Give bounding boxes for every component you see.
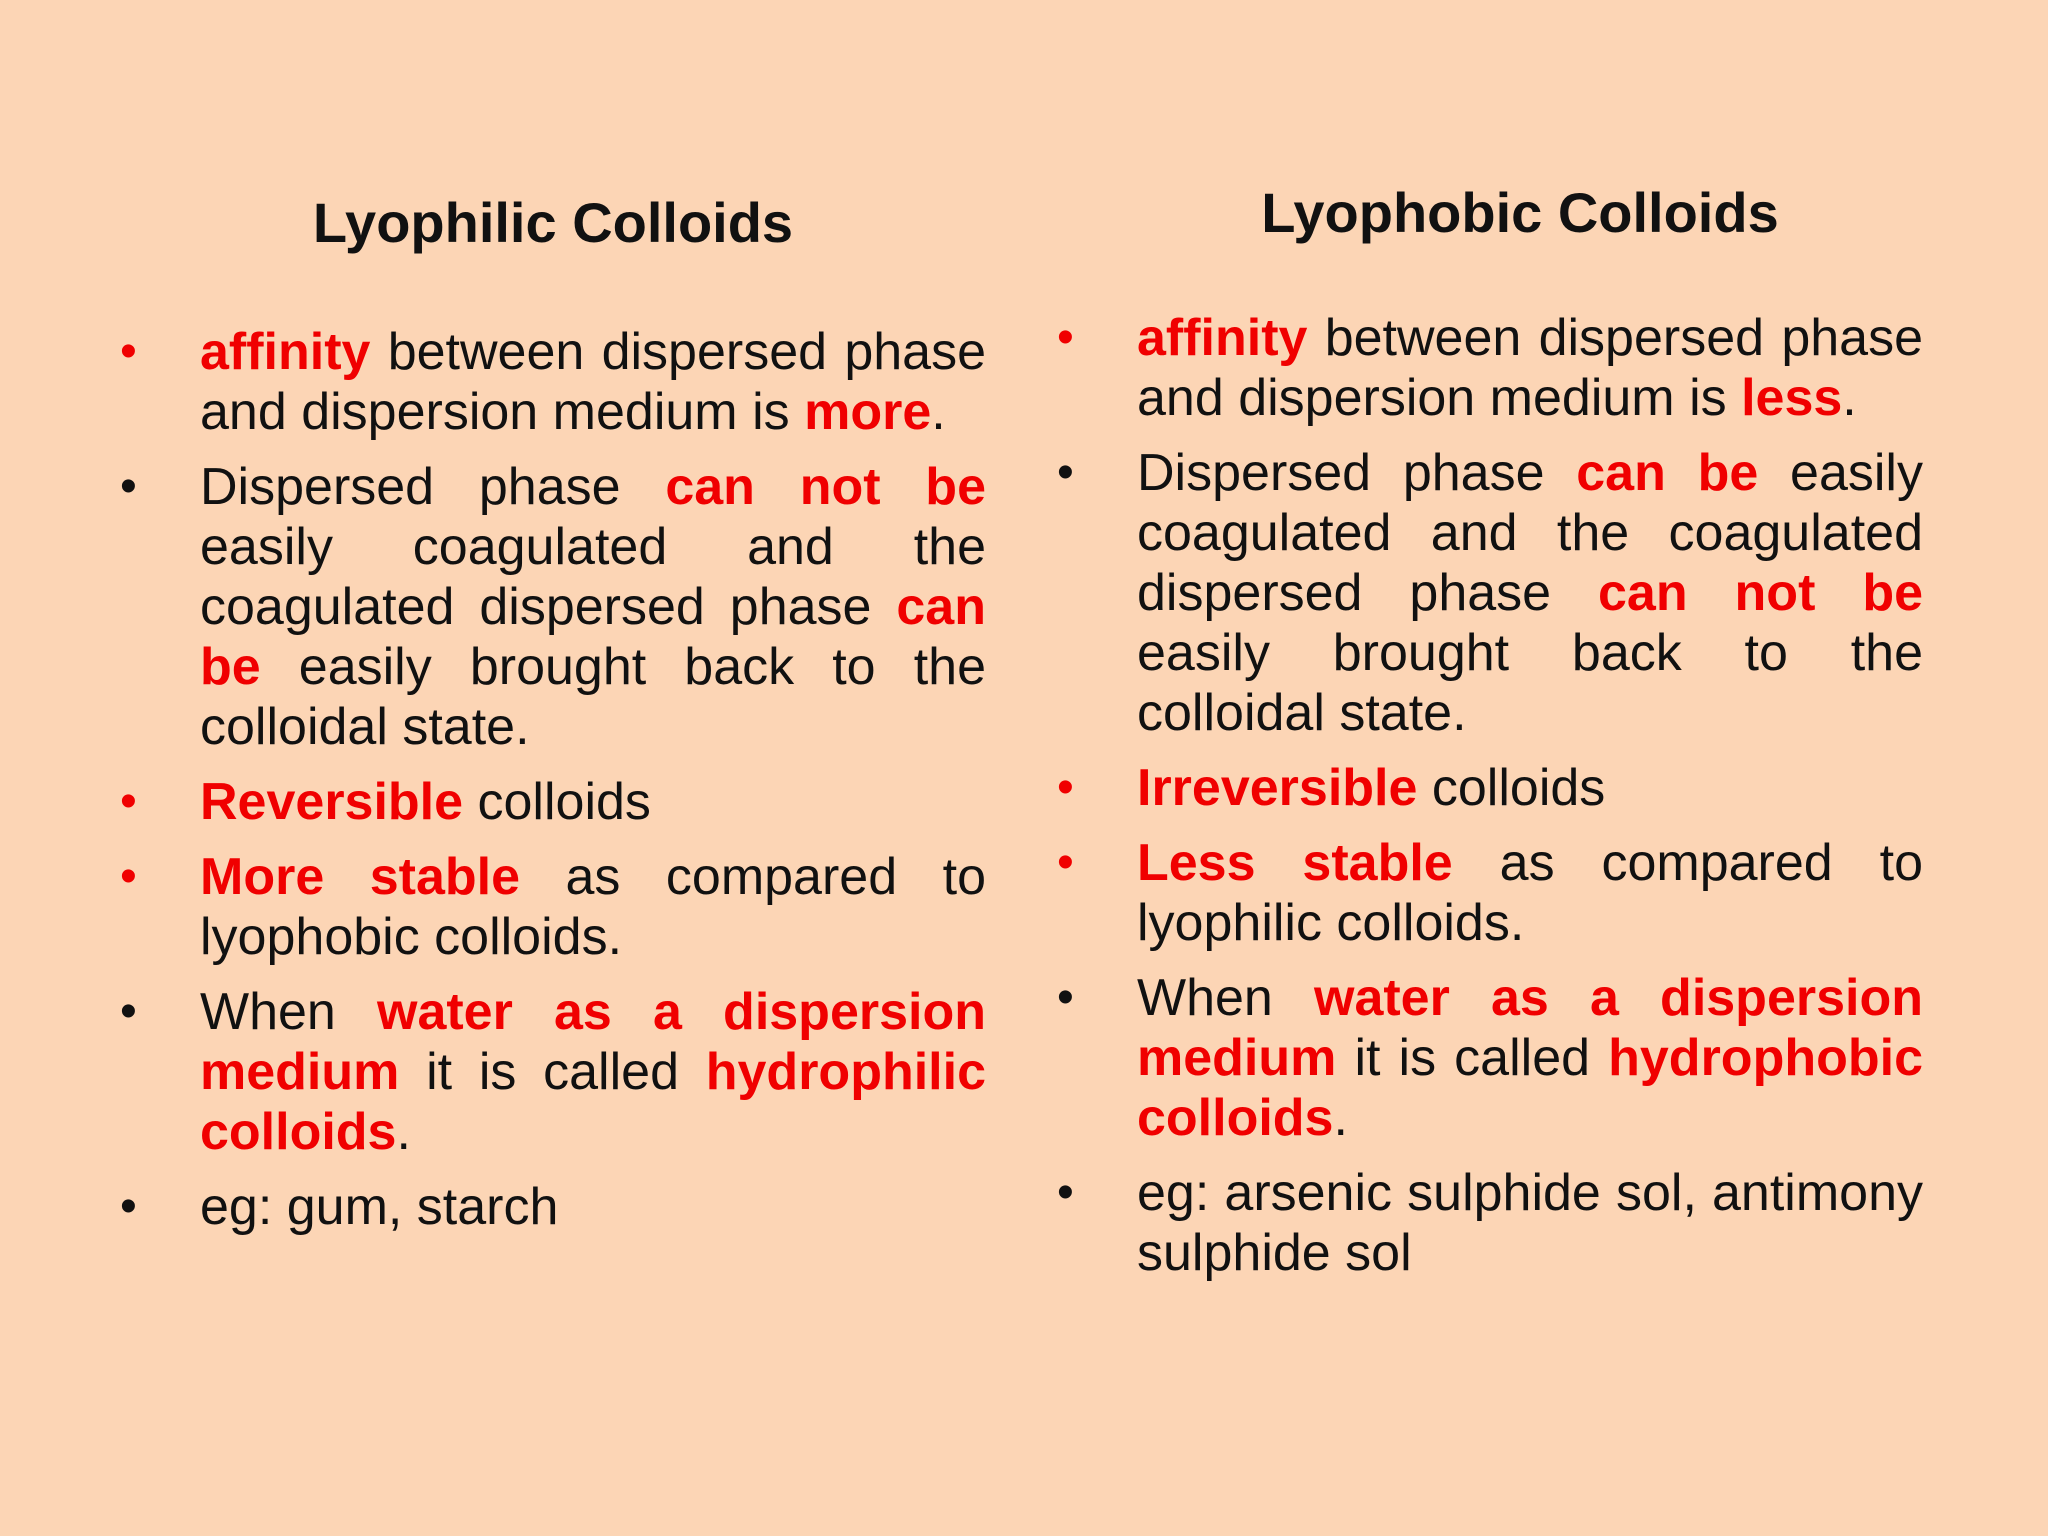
bullet-text xyxy=(1137,969,1923,1147)
highlighted-text: can be xyxy=(200,578,986,696)
highlighted-text: water as a dispersion medium xyxy=(1137,969,1923,1087)
bullet-item xyxy=(1057,308,1923,428)
body-text: When xyxy=(1137,969,1314,1027)
highlighted-text: can not be xyxy=(665,458,986,516)
highlighted-text: less xyxy=(1741,369,1843,427)
bullet-item xyxy=(1057,1163,1923,1283)
bullet-dot-icon: • xyxy=(120,985,137,1038)
highlighted-text: can be xyxy=(1576,444,1759,502)
body-text: colloids xyxy=(1417,759,1606,817)
highlighted-text: affinity xyxy=(200,323,371,381)
bullet-item xyxy=(120,322,986,442)
body-text: eg: gum, starch xyxy=(200,1178,559,1236)
body-text: easily coagulated and the coagulated dispersed phase xyxy=(1137,444,1923,622)
bullet-dot-icon: • xyxy=(1057,836,1074,889)
highlighted-text: water as a dispersion medium xyxy=(200,983,986,1101)
body-text: as compared to lyophobic colloids. xyxy=(200,848,986,966)
bullet-text xyxy=(200,983,986,1161)
body-text: easily coagulated and the coagulated dispersed phase xyxy=(200,518,986,636)
highlighted-text: affinity xyxy=(1137,309,1308,367)
highlighted-text: hydrophilic colloids xyxy=(200,1043,986,1161)
bullet-item xyxy=(120,982,986,1162)
bullet-text xyxy=(1137,444,1923,742)
bullet-item xyxy=(120,772,986,832)
body-text: colloids xyxy=(463,773,651,831)
bullet-item xyxy=(1057,443,1923,743)
bullet-dot-icon: • xyxy=(120,1180,137,1233)
body-text: When xyxy=(200,983,377,1041)
highlighted-text: Less stable xyxy=(1137,834,1453,892)
bullet-dot-icon: • xyxy=(120,775,137,828)
bullet-item xyxy=(120,457,986,757)
bullet-text xyxy=(1137,759,1605,817)
body-text: easily brought back to the colloidal state. xyxy=(200,638,986,756)
body-text: as compared to lyophilic colloids. xyxy=(1137,834,1923,952)
bullet-item xyxy=(1057,968,1923,1148)
bullet-dot-icon: • xyxy=(120,460,137,513)
bullet-dot-icon: • xyxy=(120,850,137,903)
body-text: . xyxy=(1842,369,1857,427)
bullet-text xyxy=(1137,1164,1923,1282)
bullet-item xyxy=(1057,758,1923,818)
highlighted-text: Irreversible xyxy=(1137,759,1418,817)
body-text: . xyxy=(931,383,946,441)
bullet-dot-icon: • xyxy=(1057,1166,1074,1219)
bullet-text xyxy=(200,848,986,966)
lyophilic-bullet-list xyxy=(120,322,986,1252)
bullet-item xyxy=(120,1177,986,1237)
body-text: it is called xyxy=(1336,1029,1609,1087)
highlighted-text: hydrophobic colloids xyxy=(1137,1029,1923,1147)
bullet-dot-icon: • xyxy=(1057,311,1074,364)
bullet-item xyxy=(120,847,986,967)
highlighted-text: more xyxy=(804,383,932,441)
bullet-dot-icon: • xyxy=(1057,761,1074,814)
body-text: between dispersed phase and dispersion medium is xyxy=(200,323,986,441)
bullet-text xyxy=(1137,834,1923,952)
bullet-item xyxy=(1057,833,1923,953)
body-text: eg: arsenic sulphide sol, antimony sulphide sol xyxy=(1137,1164,1923,1282)
body-text: . xyxy=(396,1103,411,1161)
bullet-text xyxy=(200,773,651,831)
body-text: between dispersed phase and dispersion medium is xyxy=(1137,309,1923,427)
body-text: easily brought back to the colloidal state. xyxy=(1137,624,1923,742)
bullet-text xyxy=(200,323,986,441)
lyophobic-title: Lyophobic Colloids xyxy=(1261,181,1779,244)
body-text: it is called xyxy=(399,1043,706,1101)
bullet-dot-icon: • xyxy=(1057,971,1074,1024)
body-text: Dispersed phase xyxy=(1137,444,1577,502)
bullet-dot-icon: • xyxy=(1057,446,1074,499)
bullet-text xyxy=(200,458,986,756)
highlighted-text: Reversible xyxy=(200,773,464,831)
bullet-text xyxy=(1137,309,1923,427)
highlighted-text: More stable xyxy=(200,848,521,906)
bullet-dot-icon: • xyxy=(120,325,137,378)
bullet-text xyxy=(200,1178,558,1236)
body-text: . xyxy=(1333,1089,1348,1147)
lyophobic-bullet-list xyxy=(1057,308,1923,1298)
highlighted-text: can not be xyxy=(1598,564,1924,622)
lyophilic-title: Lyophilic Colloids xyxy=(312,191,794,254)
body-text: Dispersed phase xyxy=(200,458,666,516)
